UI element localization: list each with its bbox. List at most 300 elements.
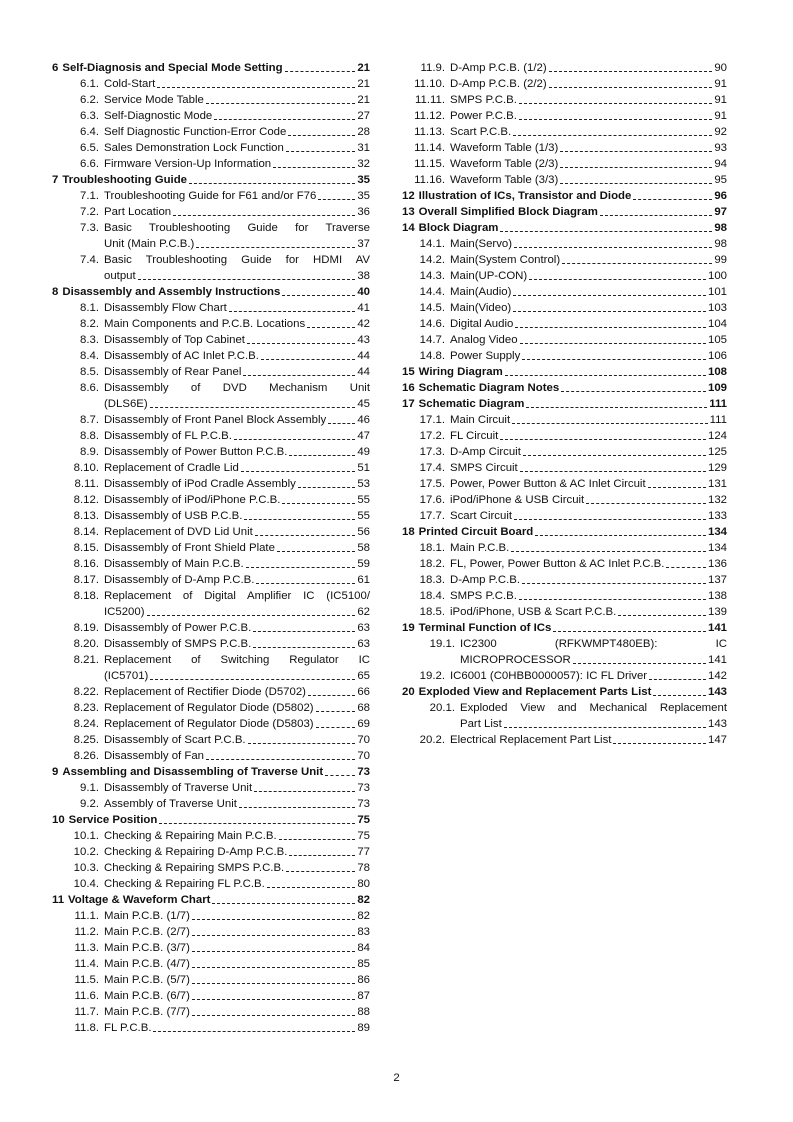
toc-entry: [397, 252, 727, 268]
toc-leader-dots: [286, 871, 355, 872]
toc-leader-dots: [307, 327, 355, 328]
toc-entry-number: 14.1.: [419, 238, 445, 250]
toc-entry: [397, 300, 727, 316]
toc-entry: [47, 140, 370, 156]
toc-entry-number: 6.5.: [80, 142, 99, 154]
toc-entry: [397, 332, 727, 348]
toc-leader-dots: [513, 135, 712, 136]
toc-leader-dots: [241, 471, 355, 472]
toc-entry-page: 136: [707, 558, 727, 570]
toc-entry-page: 125: [707, 446, 727, 458]
toc-entry-page: 77: [357, 846, 370, 858]
toc-entry-number: 14.8.: [419, 350, 445, 362]
toc-entry-title-continued: [104, 396, 370, 412]
toc-entry: [47, 780, 370, 796]
toc-entry: [47, 732, 370, 748]
toc-entry: [47, 108, 370, 124]
toc-entry-page: 75: [357, 814, 370, 826]
toc-entry-title: IC2300 (RFKWMPT480EB): IC: [460, 638, 727, 650]
toc-entry-page: 28: [357, 126, 370, 138]
toc-entry-page: 80: [357, 878, 370, 890]
toc-entry-page: 103: [707, 302, 727, 314]
toc-entry-title: iPod/iPhone & USB Circuit: [450, 494, 585, 506]
toc-section: [397, 684, 727, 700]
toc-section: [397, 620, 727, 636]
toc-entry: [397, 124, 727, 140]
toc-leader-dots: [561, 391, 706, 392]
toc-entry-title: Assembling and Disassembling of Traverse Unit: [62, 766, 324, 778]
toc-entry-title: Power P.C.B.: [450, 110, 517, 122]
toc-entry-title: Checking & Repairing FL P.C.B.: [104, 878, 265, 890]
toc-entry-title: Disassembly of Front Panel Block Assembly: [104, 414, 327, 426]
toc-entry-number: 12: [402, 190, 415, 202]
toc-entry: [47, 572, 370, 588]
toc-leader-dots: [586, 503, 706, 504]
toc-entry-title: Terminal Function of ICs: [418, 622, 552, 634]
toc-entry-number: 11.3.: [74, 942, 99, 954]
toc-leader-dots: [600, 215, 713, 216]
toc-entry-page: 82: [357, 910, 370, 922]
toc-entry-title: IC6001 (C0HBB0000057): IC FL Driver: [450, 670, 648, 682]
toc-entry-page: 93: [714, 142, 727, 154]
toc-entry-title-continued: [104, 268, 370, 284]
toc-entry-title: Disassembly of AC Inlet P.C.B.: [104, 350, 259, 362]
toc-leader-dots: [289, 455, 355, 456]
toc-entry-page: 97: [714, 206, 727, 218]
toc-leader-dots: [514, 519, 706, 520]
toc-entry-page: 38: [357, 270, 370, 282]
toc-leader-dots: [560, 167, 712, 168]
toc-leader-dots: [549, 71, 713, 72]
toc-entry: [397, 460, 727, 476]
toc-entry-page: 49: [357, 446, 370, 458]
toc-entry-number: 8.2.: [80, 318, 99, 330]
toc-entry-number: 11.15.: [414, 158, 445, 170]
toc-entry-number: 8.4.: [80, 350, 99, 362]
toc-entry-title: Replacement of Switching Regulator IC: [104, 654, 370, 666]
toc-entry-title-part2: MICROPROCESSOR: [460, 654, 571, 666]
toc-entry-title-continued: [104, 668, 370, 684]
toc-entry-title: Disassembly of D-Amp P.C.B.: [104, 574, 255, 586]
toc-entry-number: 8.22.: [73, 686, 99, 698]
toc-leader-dots: [147, 615, 356, 616]
toc-entry: [47, 876, 370, 892]
toc-entry-title: Disassembly of Front Shield Plate: [104, 542, 275, 554]
toc-entry: [397, 76, 727, 92]
toc-entry-page: 99: [714, 254, 727, 266]
toc-entry-title: Disassembly of DVD Mechanism Unit: [104, 382, 370, 394]
toc-entry: [47, 348, 370, 364]
toc-entry-title-continued: [460, 716, 727, 732]
toc-entry-number: 17.1.: [419, 414, 445, 426]
toc-leader-dots: [192, 919, 355, 920]
toc-entry-page: 133: [707, 510, 727, 522]
toc-entry: [397, 92, 727, 108]
toc-entry: [47, 444, 370, 460]
toc-entry: [47, 940, 370, 956]
toc-entry: [397, 316, 727, 332]
toc-leader-dots: [248, 743, 356, 744]
toc-entry-title-part2: Part List: [460, 718, 502, 730]
toc-entry-number: 11.4.: [74, 958, 99, 970]
toc-entry-number: 8.19.: [73, 622, 99, 634]
toc-entry-number: 19: [402, 622, 415, 634]
toc-entry: [47, 508, 370, 524]
toc-leader-dots: [254, 791, 355, 792]
toc-entry-number: 14.6.: [419, 318, 445, 330]
toc-leader-dots: [512, 423, 708, 424]
toc-entry-body: [104, 380, 370, 412]
toc-entry-title: Exploded View and Mechanical Replacement: [460, 702, 727, 714]
toc-entry: [397, 700, 727, 732]
toc-entry-body: [104, 220, 370, 252]
toc-entry-number: 8.15.: [73, 542, 99, 554]
toc-entry-title-part2: IC5200): [104, 606, 145, 618]
toc-entry-number: 9: [52, 766, 59, 778]
toc-entry-number: 8.24.: [73, 718, 99, 730]
toc-entry-page: 100: [707, 270, 727, 282]
toc-entry-page: 59: [357, 558, 370, 570]
toc-entry: [47, 92, 370, 108]
toc-entry-page: 111: [709, 414, 727, 426]
toc-entry-title: Power Supply: [450, 350, 521, 362]
toc-leader-dots: [522, 583, 706, 584]
toc-entry-title: Part Location: [104, 206, 172, 218]
toc-entry: [47, 908, 370, 924]
toc-entry-title: FL P.C.B.: [104, 1022, 152, 1034]
toc-entry-title-part2: Unit (Main P.C.B.): [104, 238, 195, 250]
toc-leader-dots: [562, 263, 712, 264]
toc-entry: [47, 252, 370, 284]
toc-entry-number: 16: [402, 382, 415, 394]
toc-entry-page: 83: [357, 926, 370, 938]
toc-entry: [47, 460, 370, 476]
toc-leader-dots: [500, 231, 712, 232]
toc-entry-page: 109: [707, 382, 727, 394]
toc-entry: [47, 412, 370, 428]
toc-entry-title: Disassembly Flow Chart: [104, 302, 227, 314]
toc-leader-dots: [246, 567, 356, 568]
toc-entry-page: 141: [707, 654, 727, 666]
toc-entry-number: 8.13.: [73, 510, 99, 522]
toc-leader-dots: [318, 199, 355, 200]
toc-leader-dots: [282, 295, 355, 296]
toc-entry-number: 6.4.: [80, 126, 99, 138]
toc-leader-dots: [648, 487, 706, 488]
toc-leader-dots: [500, 439, 706, 440]
toc-leader-dots: [519, 119, 712, 120]
toc-entry-number: 8.26.: [73, 750, 99, 762]
toc-entry: [47, 220, 370, 252]
toc-entry-number: 17.6.: [419, 494, 445, 506]
toc-leader-dots: [253, 647, 355, 648]
toc-section: [397, 364, 727, 380]
toc-leader-dots: [150, 407, 356, 408]
toc-leader-dots: [192, 999, 355, 1000]
toc-leader-dots: [573, 663, 706, 664]
toc-entry: [47, 364, 370, 380]
toc-entry: [397, 508, 727, 524]
toc-entry-page: 65: [357, 670, 370, 682]
toc-entry: [47, 124, 370, 140]
toc-leader-dots: [298, 487, 356, 488]
toc-entry-number: 18.1.: [419, 542, 445, 554]
toc-entry-number: 14.2.: [419, 254, 445, 266]
toc-leader-dots: [261, 359, 355, 360]
toc-entry-title-part2: (DLS6E): [104, 398, 148, 410]
toc-leader-dots: [173, 215, 355, 216]
toc-entry: [47, 540, 370, 556]
toc-entry-title: Disassembly of iPod Cradle Assembly: [104, 478, 296, 490]
toc-entry-page: 78: [357, 862, 370, 874]
toc-entry: [47, 156, 370, 172]
toc-leader-dots: [504, 727, 706, 728]
toc-leader-dots: [520, 343, 706, 344]
toc-entry-page: 21: [357, 62, 370, 74]
toc-entry-number: 18.4.: [419, 590, 445, 602]
toc-entry-page: 91: [714, 94, 727, 106]
toc-entry-number: 7.2.: [80, 206, 99, 218]
toc-entry: [47, 796, 370, 812]
toc-entry-title: Assembly of Traverse Unit: [104, 798, 237, 810]
toc-entry: [47, 524, 370, 540]
toc-entry-title: Replacement of Digital Amplifier IC (IC5100/: [104, 590, 370, 602]
toc-entry-number: 11.16.: [414, 174, 445, 186]
toc-entry-number: 8.25.: [73, 734, 99, 746]
toc-entry-page: 73: [357, 766, 370, 778]
toc-entry: [397, 476, 727, 492]
toc-leader-dots: [523, 455, 706, 456]
toc-entry-title: Main P.C.B.: [450, 542, 510, 554]
toc-leader-dots: [316, 727, 356, 728]
toc-entry: [47, 620, 370, 636]
toc-leader-dots: [255, 535, 356, 536]
toc-leader-dots: [153, 1031, 355, 1032]
toc-entry-title: Disassembly of Rear Panel: [104, 366, 242, 378]
toc-entry: [47, 380, 370, 412]
toc-entry-page: 37: [357, 238, 370, 250]
toc-entry: [397, 444, 727, 460]
toc-entry-title: Main P.C.B. (2/7): [104, 926, 190, 938]
toc-entry-page: 40: [357, 286, 370, 298]
toc-entry-body: [104, 252, 370, 284]
toc-entry-number: 8.16.: [73, 558, 99, 570]
toc-entry-page: 134: [707, 526, 727, 538]
toc-entry-title: Replacement of Regulator Diode (D5802): [104, 702, 314, 714]
toc-entry-title: Disassembly of Top Cabinet: [104, 334, 245, 346]
toc-section: [47, 172, 370, 188]
toc-entry-page: 108: [707, 366, 727, 378]
toc-entry-page: 88: [357, 1006, 370, 1018]
toc-entry: [47, 860, 370, 876]
toc-entry-page: 44: [357, 366, 370, 378]
toc-entry-title: SMPS P.C.B.: [450, 94, 517, 106]
toc-entry-page: 89: [357, 1022, 370, 1034]
toc-entry-page: 104: [707, 318, 727, 330]
toc-entry-title: Disassembly of USB P.C.B.: [104, 510, 243, 522]
toc-entry-title: Main P.C.B. (5/7): [104, 974, 190, 986]
toc-entry-page: 138: [707, 590, 727, 602]
toc-entry-page: 86: [357, 974, 370, 986]
toc-entry-page: 46: [357, 414, 370, 426]
toc-entry-page: 32: [357, 158, 370, 170]
toc-entry-page: 98: [714, 222, 727, 234]
toc-entry-title: Main P.C.B. (6/7): [104, 990, 190, 1002]
toc-leader-dots: [150, 679, 355, 680]
toc-section: [397, 380, 727, 396]
toc-entry-page: 45: [357, 398, 370, 410]
toc-leader-dots: [282, 503, 355, 504]
toc-entry-title: Main(Servo): [450, 238, 513, 250]
toc-entry: [397, 140, 727, 156]
toc-leader-dots: [529, 279, 706, 280]
toc-entry-page: 47: [357, 430, 370, 442]
toc-entry-title: Overall Simplified Block Diagram: [418, 206, 598, 218]
toc-entry: [47, 76, 370, 92]
toc-entry-number: 14.3.: [419, 270, 445, 282]
toc-entry-number: 8.7.: [80, 414, 99, 426]
toc-leader-dots: [666, 567, 706, 568]
toc-section: [397, 204, 727, 220]
toc-entry: [397, 556, 727, 572]
toc-leader-dots: [192, 983, 355, 984]
toc-entry-body: [104, 652, 370, 684]
page-number: 2: [393, 1072, 400, 1084]
toc-entry-page: 55: [357, 494, 370, 506]
toc-entry: [47, 988, 370, 1004]
toc-entry-number: 8.1.: [80, 302, 99, 314]
toc-entry-number: 8.6.: [80, 382, 99, 394]
toc-entry-number: 11.14.: [414, 142, 445, 154]
toc-entry-page: 73: [357, 782, 370, 794]
toc-entry-number: 20: [402, 686, 415, 698]
toc-entry-title: SMPS Circuit: [450, 462, 518, 474]
toc-leader-dots: [285, 71, 356, 72]
toc-entry-number: 8.8.: [80, 430, 99, 442]
toc-entry-title: Main P.C.B. (1/7): [104, 910, 190, 922]
toc-entry-number: 18.3.: [419, 574, 445, 586]
toc-entry-number: 9.2.: [80, 798, 99, 810]
toc-entry-number: 6.2.: [80, 94, 99, 106]
toc-entry-title: Digital Audio: [450, 318, 514, 330]
toc-entry-number: 19.2.: [419, 670, 445, 682]
toc-entry-number: 10.4.: [73, 878, 99, 890]
toc-entry-number: 10.2.: [73, 846, 99, 858]
toc-entry: [47, 844, 370, 860]
toc-entry-number: 10: [52, 814, 65, 826]
toc-entry-number: 11.6.: [74, 990, 99, 1002]
toc-leader-dots: [192, 967, 355, 968]
toc-entry-page: 42: [357, 318, 370, 330]
toc-entry-page: 68: [357, 702, 370, 714]
toc-entry: [397, 492, 727, 508]
toc-entry: [47, 1020, 370, 1036]
toc-entry-number: 8.23.: [73, 702, 99, 714]
toc-entry-title: Main(Video): [450, 302, 512, 314]
toc-entry-title: Checking & Repairing D-Amp P.C.B.: [104, 846, 288, 858]
toc-entry-page: 87: [357, 990, 370, 1002]
toc-entry-page: 105: [707, 334, 727, 346]
toc-leader-dots: [549, 87, 713, 88]
toc-entry-title: Disassembly of iPod/iPhone P.C.B.: [104, 494, 281, 506]
toc-entry-page: 106: [707, 350, 727, 362]
toc-section: [47, 60, 370, 76]
toc-entry: [397, 236, 727, 252]
toc-entry-page: 70: [357, 734, 370, 746]
toc-entry-number: 17.3.: [419, 446, 445, 458]
toc-entry-number: 17: [402, 398, 415, 410]
toc-section: [397, 524, 727, 540]
toc-entry-page: 94: [714, 158, 727, 170]
toc-leader-dots: [513, 295, 706, 296]
toc-entry-page: 90: [714, 62, 727, 74]
toc-entry: [397, 108, 727, 124]
toc-entry: [47, 684, 370, 700]
toc-entry-number: 18.5.: [419, 606, 445, 618]
toc-entry-title: Main Components and P.C.B. Locations: [104, 318, 306, 330]
toc-entry-number: 17.2.: [419, 430, 445, 442]
toc-entry-title: D-Amp P.C.B.: [450, 574, 521, 586]
toc-entry-title-part2: output: [104, 270, 136, 282]
toc-entry-title: Self-Diagnostic Mode: [104, 110, 213, 122]
toc-entry: [47, 652, 370, 684]
toc-entry-number: 19.1.: [429, 638, 455, 650]
toc-entry-number: 11.8.: [74, 1022, 99, 1034]
toc-entry-title: Replacement of Cradle Lid: [104, 462, 239, 474]
toc-entry-number: 8.21.: [73, 654, 99, 666]
toc-entry-page: 134: [707, 542, 727, 554]
toc-entry-page: 61: [357, 574, 370, 586]
toc-entry-page: 27: [357, 110, 370, 122]
toc-leader-dots: [214, 119, 355, 120]
toc-entry-title: Checking & Repairing Main P.C.B.: [104, 830, 277, 842]
toc-entry-number: 8: [52, 286, 59, 298]
toc-entry: [47, 204, 370, 220]
toc-entry-number: 8.12.: [73, 494, 99, 506]
toc-leader-dots: [633, 199, 712, 200]
toc-entry-title: Disassembly of Power P.C.B.: [104, 622, 252, 634]
toc-entry-page: 58: [357, 542, 370, 554]
toc-entry-page: 73: [357, 798, 370, 810]
toc-leader-dots: [308, 695, 355, 696]
toc-leader-dots: [273, 167, 355, 168]
toc-entry: [47, 476, 370, 492]
toc-entry-title: Main P.C.B. (4/7): [104, 958, 190, 970]
toc-entry-page: 69: [357, 718, 370, 730]
toc-entry-title: Schematic Diagram: [418, 398, 525, 410]
toc-entry: [47, 1004, 370, 1020]
toc-entry-title: Checking & Repairing SMPS P.C.B.: [104, 862, 285, 874]
toc-leader-dots: [513, 311, 706, 312]
toc-entry: [47, 556, 370, 572]
toc-entry-title: Main(System Control): [450, 254, 561, 266]
toc-leader-dots: [234, 439, 355, 440]
toc-entry: [397, 412, 727, 428]
toc-entry: [397, 284, 727, 300]
toc-entry-title: FL Circuit: [450, 430, 499, 442]
toc-leader-dots: [192, 951, 355, 952]
toc-entry-title: Main P.C.B. (7/7): [104, 1006, 190, 1018]
toc-entry-title: Waveform Table (3/3): [450, 174, 559, 186]
toc-leader-dots: [535, 535, 706, 536]
toc-entry-title: Replacement of Regulator Diode (D5803): [104, 718, 314, 730]
toc-entry-title: Disassembly of Traverse Unit: [104, 782, 253, 794]
toc-entry-page: 55: [357, 510, 370, 522]
toc-leader-dots: [316, 711, 356, 712]
toc-entry: [47, 588, 370, 620]
toc-entry-title: Disassembly of Main P.C.B.: [104, 558, 244, 570]
toc-leader-dots: [157, 87, 355, 88]
